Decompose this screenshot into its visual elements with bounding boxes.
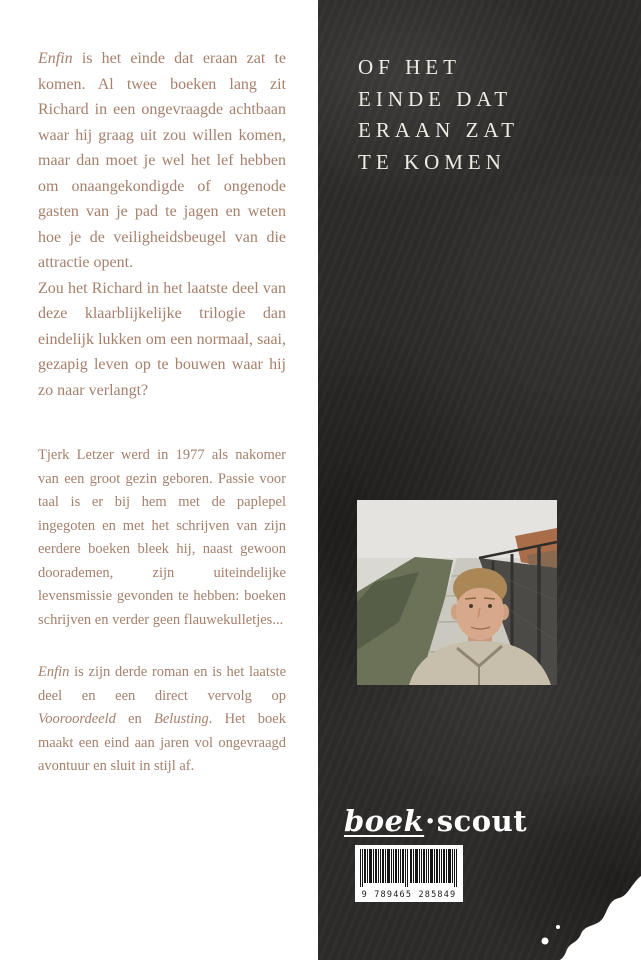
paint-splotch: [511, 840, 641, 960]
book-title-inline: Enfin: [38, 664, 70, 680]
synopsis-text: is het einde dat eraan zat te komen. Al twee boeken lang zit Richard in een ongevraagde achtbaan waar hij graag uit zou willen komen, maar dan moet je wel het lef hebben om onaangekondigde of ongenode gasten van je pad te jagen en weten hoe je de veiligheidsbeugel van die attractie opent.: [38, 50, 286, 271]
barcode-number: 9 789465 285849: [361, 890, 457, 900]
publisher-logo-scout: scout: [436, 804, 528, 838]
photo-eyebrow: [484, 598, 495, 599]
book-title-inline: Belusting: [154, 711, 209, 727]
book-title-inline: Vooroordeeld: [38, 711, 116, 727]
author-bio: Tjerk Letzer werd in 1977 als nakomer van een groot gezin geboren. Passie voor taal is er bij hem met de paplepel ingegoten en met het schrijven van zijn eerdere boeken bleek hij, naast gewoon doorademen, zijn uiteindelijke levensmissie gevonden te hebben: boeken schrijven en verder geen flauwekulletjes...: [38, 447, 286, 628]
cover-title-line: TE KOMEN: [358, 149, 506, 174]
back-cover-text: [38, 46, 286, 779]
synopsis-paragraph-2: Zou het Richard in het laatste deel van deze klaarblijkelijke trilogie dan eindelijk lukken om een normaal, saai, gezapig leven op te bouwen waar hij zo naar verlangt?: [38, 279, 286, 399]
photo-eye: [469, 604, 473, 608]
book-title-inline: Enfin: [38, 50, 73, 67]
closing-text: en: [115, 711, 155, 727]
right-panel: [318, 0, 641, 960]
paint-splotch-shape: [511, 840, 641, 960]
closing-paragraph: [38, 661, 286, 779]
barcode: [355, 845, 463, 902]
left-panel: [0, 0, 318, 960]
photo-eye: [488, 604, 492, 608]
barcode-bars: [360, 849, 458, 889]
closing-text: . Het boek maakt een eind aan jaren vol ongevraagd avontuur en sluit in stijl af.: [38, 711, 286, 774]
cover-title-line: EINDE DAT: [358, 86, 513, 111]
cover-title: [358, 52, 519, 178]
publisher-logo-boek: boek: [344, 804, 425, 838]
synopsis-paragraph-1: [38, 46, 286, 276]
cover-title-line: OF HET: [358, 55, 461, 79]
closing-text: is zijn derde roman en is het laatste deel en een direct vervolg op: [38, 664, 286, 704]
author-photo-image: [357, 500, 557, 685]
publisher-logo-separator: ·: [425, 804, 436, 838]
cover-title-line: ERAAN ZAT: [358, 118, 520, 142]
photo-eyebrow: [465, 598, 476, 599]
author-photo: [357, 500, 557, 685]
publisher-logo: [344, 804, 527, 838]
